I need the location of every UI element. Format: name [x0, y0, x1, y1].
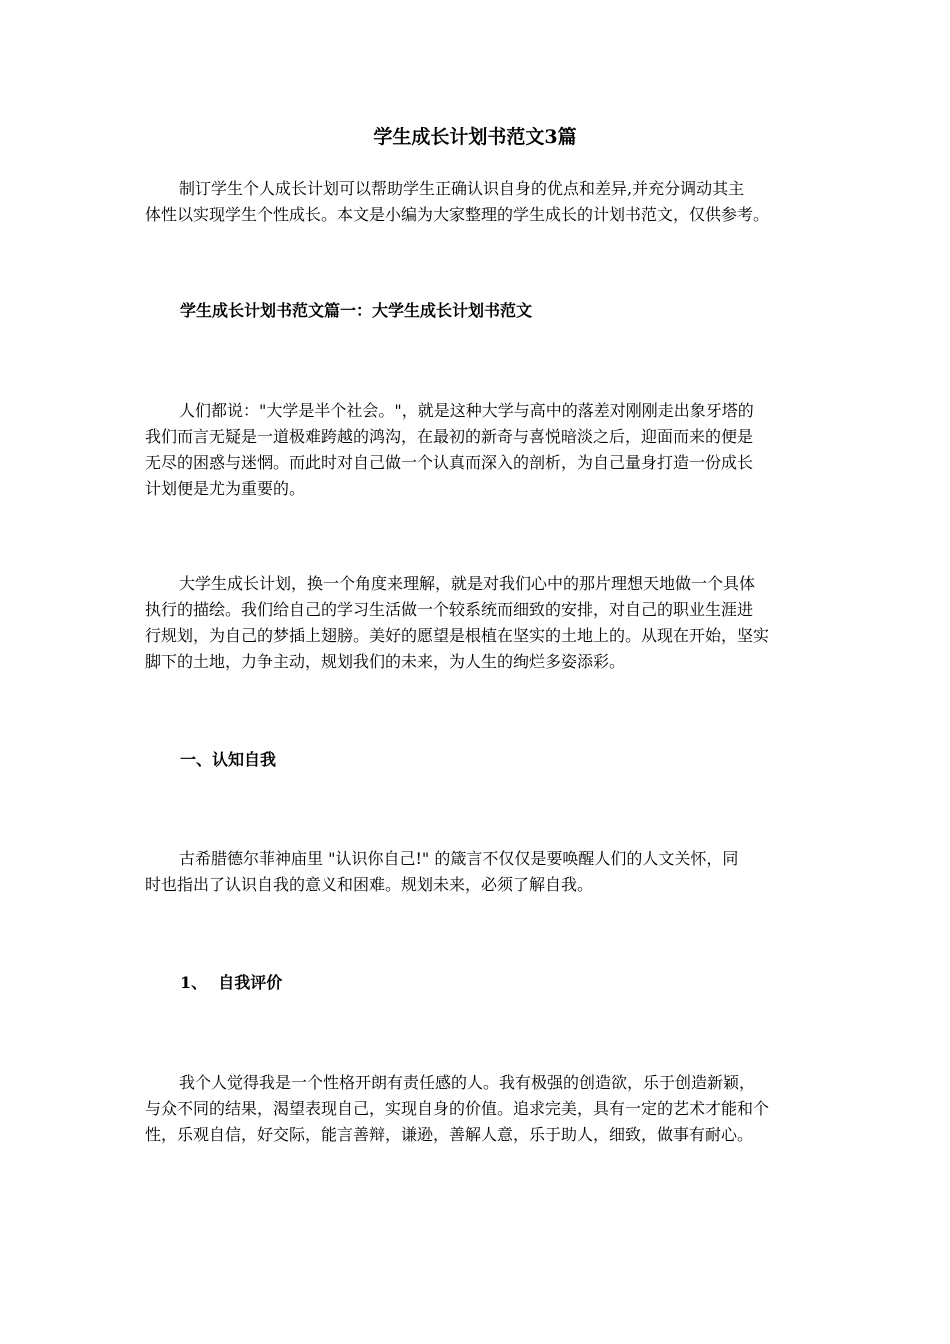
- paragraph-line: 我个人觉得我是一个性格开朗有责任感的人。我有极强的创造欲，乐于创造新颖，: [179, 1073, 756, 1092]
- paragraph-line: 计划便是尤为重要的。: [145, 479, 306, 498]
- paragraph-line: 时也指出了认识自我的意义和困难。规划未来，必须了解自我。: [145, 875, 594, 894]
- paragraph-line: 性，乐观自信，好交际，能言善辩，谦逊，善解人意，乐于助人，细致，做事有耐心。: [145, 1125, 754, 1144]
- intro-line: 体性以实现学生个性成长。本文是小编为大家整理的学生成长的计划书范文，仅供参考。: [145, 205, 770, 224]
- body-paragraph: [145, 571, 810, 675]
- intro-paragraph: [145, 176, 810, 228]
- paragraph-line: 与众不同的结果，渴望表现自己，实现自身的价值。追求完美，具有一定的艺术才能和个: [145, 1099, 770, 1118]
- paragraph-line: 我们而言无疑是一道极难跨越的鸿沟，在最初的新奇与喜悦暗淡之后，迎面而来的便是: [145, 427, 754, 446]
- paragraph-line: 大学生成长计划，换一个角度来理解，就是对我们心中的那片理想天地做一个具体: [179, 574, 756, 593]
- paragraph-line: 执行的描绘。我们给自己的学习生活做一个较系统而细致的安排，对自己的职业生涯进: [145, 600, 754, 619]
- body-paragraph: [145, 1070, 810, 1148]
- body-paragraph: [145, 846, 810, 898]
- paragraph-line: 行规划，为自己的梦插上翅膀。美好的愿望是根植在坚实的土地上的。从现在开始，坚实: [145, 626, 770, 645]
- section-heading: 学生成长计划书范文篇一：大学生成长计划书范文: [180, 301, 533, 320]
- intro-line: 制订学生个人成长计划可以帮助学生正确认识自身的优点和差异,并充分调动其主: [179, 179, 745, 198]
- document-title: 学生成长计划书范文3篇: [373, 126, 577, 148]
- paragraph-line: 无尽的困惑与迷惘。而此时对自己做一个认真而深入的剖析，为自己量身打造一份成长: [145, 453, 754, 472]
- paragraph-line: 古希腊德尔菲神庙里 "认识你自己!" 的箴言不仅仅是要唤醒人们的人文关怀，同: [179, 849, 739, 868]
- body-paragraph: [145, 398, 810, 502]
- paragraph-line: 人们都说："大学是半个社会。"，就是这种大学与高中的落差对刚刚走出象牙塔的: [179, 401, 754, 420]
- paragraph-line: 脚下的土地，力争主动，规划我们的未来，为人生的绚烂多姿添彩。: [145, 652, 626, 671]
- subheading: 一、认知自我: [180, 750, 277, 769]
- subheading: 1、 自我评价: [180, 973, 283, 992]
